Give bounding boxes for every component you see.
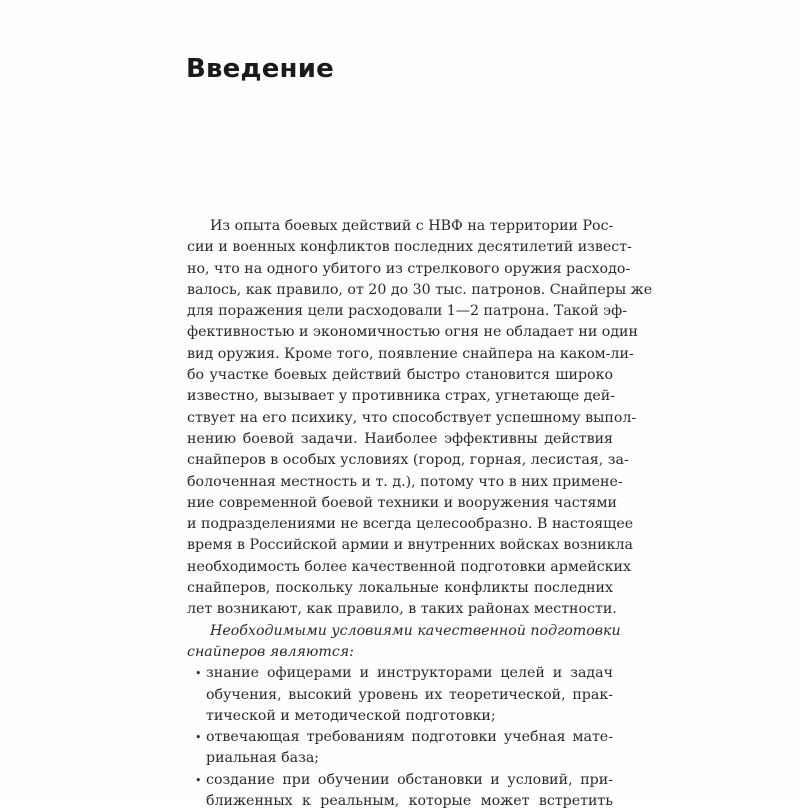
text-line: тической и методической подготовки; bbox=[206, 707, 496, 724]
list-item bbox=[187, 663, 613, 727]
text-line: необходимость более качественной подготовки армейских bbox=[187, 558, 631, 575]
chapter-heading: Введение bbox=[186, 54, 334, 84]
text-line: обучения, высокий уровень их теоретической, прак- bbox=[206, 686, 613, 703]
text-line: Необходимыми условиями качественной подготовки bbox=[210, 622, 621, 639]
text-line: бо участке боевых действий быстро становится широко bbox=[187, 367, 613, 384]
text-line: лет возникают, как правило, в таких районах местности. bbox=[187, 601, 617, 618]
text-line: снайперов являются: bbox=[187, 643, 354, 660]
text-line: и подразделениями не всегда целесообразно. В настоящее bbox=[187, 516, 634, 533]
paragraph-2 bbox=[187, 621, 621, 664]
bullet-icon: • bbox=[195, 773, 202, 787]
text-line: ствует на его психику, что способствует успешному выпол- bbox=[187, 409, 637, 426]
text-line: известно, вызывает у противника страх, угнетающе дей- bbox=[187, 388, 616, 405]
text-line: создание при обучении обстановки и условий, при- bbox=[206, 771, 613, 788]
text-line: риальная база; bbox=[206, 750, 320, 767]
body-text bbox=[187, 216, 653, 812]
text-line: ние современной боевой техники и вооружения частями bbox=[187, 494, 617, 511]
text-line: фективностью и экономичностью огня не обладает ни один bbox=[187, 324, 638, 341]
text-line: валось, как правило, от 20 до 30 тыс. патронов. Снайперы же bbox=[187, 281, 653, 298]
text-line: нению боевой задачи. Наиболее эффективны действия bbox=[187, 430, 613, 447]
text-line: знание офицерами и инструкторами целей и задач bbox=[206, 665, 613, 682]
text-line: ближенных к реальным, которые может встретить bbox=[206, 793, 613, 810]
text-line: для поражения цели расходовали 1—2 патрона. Такой эф- bbox=[187, 303, 628, 320]
paragraph-1 bbox=[187, 216, 653, 621]
text-line: вид оружия. Кроме того, появление снайпера на каком-ли- bbox=[187, 345, 634, 362]
list-item bbox=[187, 770, 613, 812]
text-line: снайперов в особых условиях (город, горная, лесистая, за- bbox=[187, 452, 629, 469]
text-line: сии и военных конфликтов последних десятилетий извест- bbox=[187, 239, 632, 256]
text-line: отвечающая требованиям подготовки учебная мате- bbox=[206, 729, 613, 746]
text-line: Из опыта боевых действий с НВФ на территории Рос- bbox=[210, 218, 614, 234]
text-line: болоченная местность и т. д.), потому что в них примене- bbox=[187, 473, 623, 490]
list-item bbox=[187, 727, 613, 770]
bullet-icon: • bbox=[195, 667, 202, 681]
bullet-icon: • bbox=[195, 731, 202, 745]
bullet-list bbox=[187, 663, 613, 812]
text-line: время в Российской армии и внутренних войсках возникла bbox=[187, 537, 633, 554]
text-line: снайперов, поскольку локальные конфликты последних bbox=[187, 580, 613, 597]
text-line: но, что на одного убитого из стрелкового оружия расходо- bbox=[187, 260, 631, 277]
